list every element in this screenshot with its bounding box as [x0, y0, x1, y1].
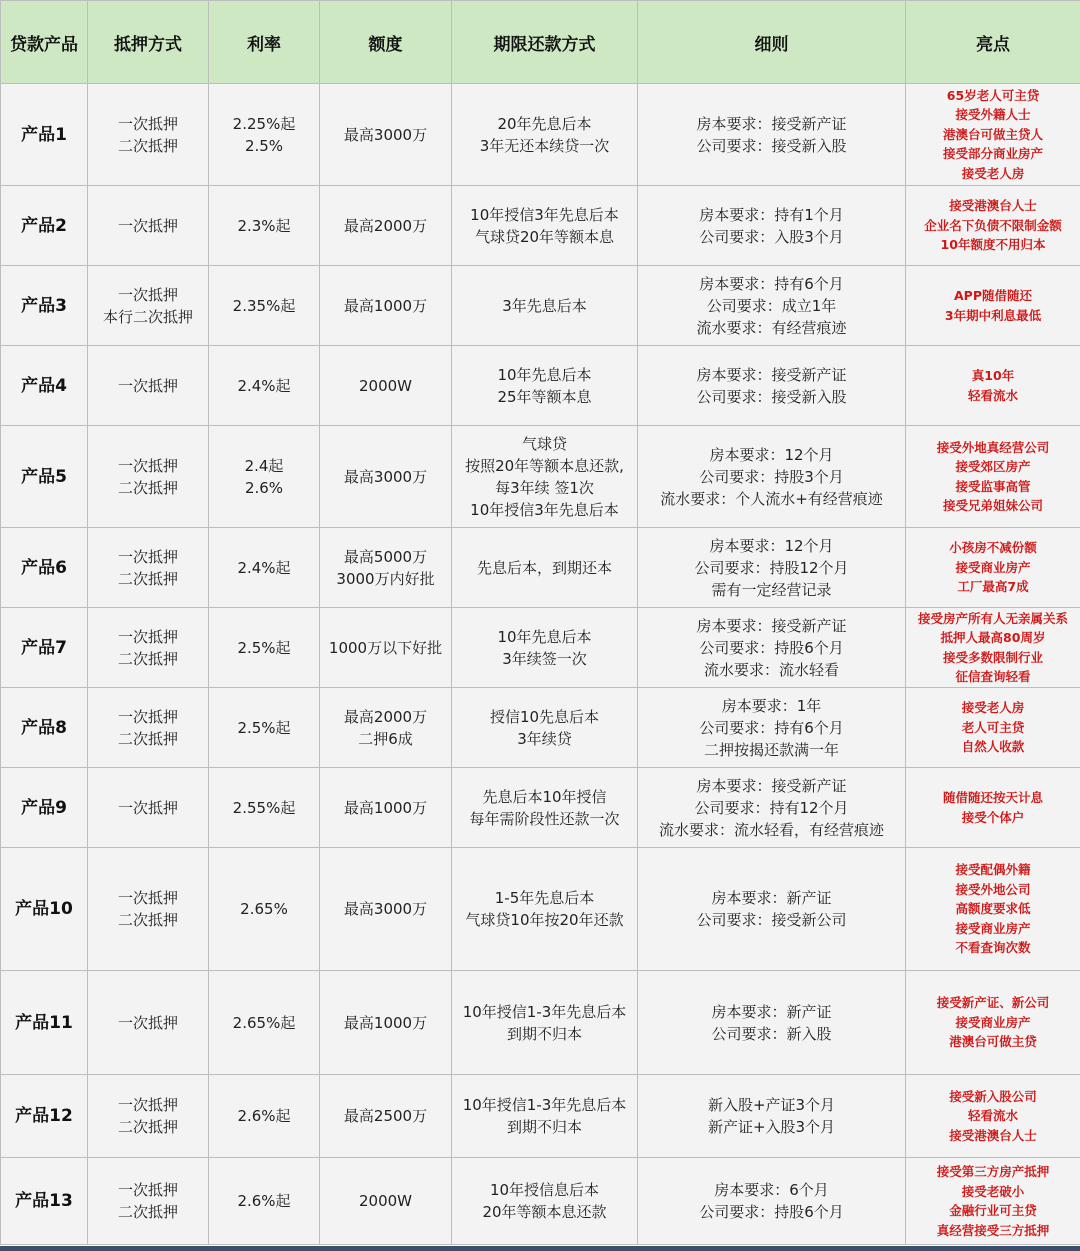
rate-line: 2.25%起 — [232, 114, 296, 133]
amount-line: 最高3000万 — [343, 125, 428, 144]
product-name-cell: 产品6 — [1, 528, 88, 608]
details-cell — [638, 971, 906, 1075]
term-line: 10年授信3年先息后本 — [470, 205, 619, 224]
details-line: 公司要求：接受新入股 — [696, 136, 847, 155]
term-cell — [452, 426, 638, 528]
highlights-line: 不看查询次数 — [955, 940, 1031, 956]
term-line: 气球贷20年等额本息 — [474, 227, 615, 246]
amount-line: 3000万内好批 — [336, 569, 435, 588]
rate-cell — [209, 848, 320, 971]
term-line: 3年无还本续贷一次 — [479, 136, 610, 155]
rate-cell — [209, 688, 320, 768]
details-line: 房本要求：持有1个月 — [699, 205, 844, 224]
mortgage-cell — [88, 84, 209, 186]
amount-cell — [320, 426, 452, 528]
rate-cell — [209, 426, 320, 528]
highlights-cell — [906, 426, 1080, 528]
highlights-line: 接受新入股公司 — [949, 1088, 1037, 1104]
amount-line: 2000W — [358, 1192, 412, 1210]
highlights-cell — [906, 608, 1080, 688]
highlights-line: 接受港澳台人士 — [949, 1127, 1037, 1143]
rate-line: 2.5%起 — [237, 718, 291, 737]
term-cell — [452, 608, 638, 688]
highlights-line: 抵押人最高80周岁 — [940, 630, 1046, 645]
product-name-cell: 产品8 — [1, 688, 88, 768]
mortgage-line: 二次抵押 — [117, 569, 178, 588]
term-line: 10年授信1-3年先息后本 — [462, 1002, 627, 1021]
details-cell — [638, 768, 906, 848]
mortgage-line: 本行二次抵押 — [102, 307, 193, 326]
highlights-line: 真10年 — [971, 368, 1015, 383]
rate-cell — [209, 1075, 320, 1158]
rate-line: 2.55%起 — [232, 798, 296, 817]
highlights-line: 港澳台可做主贷人 — [942, 126, 1043, 142]
header-term: 期限还款方式 — [452, 1, 638, 84]
term-cell — [452, 266, 638, 346]
term-cell — [452, 688, 638, 768]
term-cell — [452, 1158, 638, 1245]
details-line: 新产证+入股3个月 — [707, 1118, 836, 1136]
details-line: 流水要求：有经营痕迹 — [696, 318, 847, 337]
term-line: 10年授信息后本 — [489, 1181, 600, 1199]
highlights-line: 接受港澳台人士 — [949, 198, 1037, 214]
term-line: 10年先息后本 — [497, 627, 592, 646]
amount-cell — [320, 346, 452, 426]
details-line: 新入股+产证3个月 — [707, 1096, 836, 1114]
amount-line: 最高1000万 — [343, 296, 428, 315]
mortgage-cell — [88, 346, 209, 426]
highlights-line: 轻看流水 — [967, 387, 1018, 403]
highlights-line: 接受多数限制行业 — [942, 649, 1043, 665]
mortgage-cell — [88, 768, 209, 848]
term-cell — [452, 971, 638, 1075]
highlights-line: 征信查询轻看 — [955, 669, 1031, 684]
amount-cell — [320, 1075, 452, 1158]
highlights-line: 小孩房不减份额 — [949, 540, 1037, 556]
details-line: 房本要求：12个月 — [709, 445, 834, 464]
details-cell — [638, 266, 906, 346]
term-line: 每年需阶段性还款一次 — [469, 809, 620, 828]
term-line: 气球贷 — [521, 434, 567, 453]
highlights-cell — [906, 1158, 1080, 1245]
details-line: 房本要求：新产证 — [711, 1002, 832, 1021]
product-name-cell: 产品12 — [1, 1075, 88, 1158]
mortgage-cell — [88, 1075, 209, 1158]
amount-line: 最高1000万 — [343, 798, 428, 817]
term-cell — [452, 346, 638, 426]
term-line: 3年续签一次 — [502, 649, 587, 668]
details-line: 公司要求：持股6个月 — [699, 1203, 844, 1221]
highlights-line: 接受监事高管 — [955, 478, 1031, 494]
amount-cell — [320, 528, 452, 608]
term-line: 3年续贷 — [517, 729, 572, 748]
mortgage-line: 一次抵押 — [117, 456, 178, 475]
table-row — [1, 346, 1080, 426]
rate-cell — [209, 186, 320, 266]
term-line: 20年等额本息还款 — [482, 1203, 607, 1221]
amount-cell — [320, 971, 452, 1075]
product-name-cell: 产品2 — [1, 186, 88, 266]
amount-cell — [320, 688, 452, 768]
mortgage-cell — [88, 688, 209, 768]
table-row — [1, 768, 1080, 848]
highlights-line: 接受老人房 — [961, 165, 1025, 181]
highlights-line: 接受外地真经营公司 — [936, 439, 1050, 455]
term-cell — [452, 768, 638, 848]
rate-line: 2.65%起 — [232, 1013, 296, 1032]
details-line: 公司要求：持有6个月 — [699, 718, 844, 737]
mortgage-cell — [88, 426, 209, 528]
details-line: 房本要求：接受新产证 — [696, 114, 847, 133]
rate-line: 2.4%起 — [237, 376, 291, 395]
highlights-line: 高额度要求低 — [955, 901, 1031, 917]
term-line: 先息后本10年授信 — [482, 787, 607, 806]
header-highlights: 亮点 — [906, 1, 1080, 84]
table-row — [1, 971, 1080, 1075]
term-line: 授信10先息后本 — [489, 707, 600, 726]
product-name-cell: 产品9 — [1, 768, 88, 848]
details-cell — [638, 1158, 906, 1245]
highlights-line: 随借随还按天计息 — [942, 790, 1043, 805]
term-line: 到期不归本 — [506, 1118, 582, 1136]
highlights-cell — [906, 688, 1080, 768]
product-name-cell: 产品4 — [1, 346, 88, 426]
amount-cell — [320, 84, 452, 186]
mortgage-cell — [88, 608, 209, 688]
header-rate: 利率 — [209, 1, 320, 84]
mortgage-line: 二次抵押 — [117, 729, 178, 748]
term-line: 到期不归本 — [506, 1024, 582, 1043]
details-line: 需有一定经营记录 — [711, 580, 832, 599]
table-row — [1, 528, 1080, 608]
details-line: 公司要求：持有12个月 — [694, 798, 849, 817]
table-row — [1, 266, 1080, 346]
amount-cell — [320, 186, 452, 266]
bottom-bar — [0, 1246, 1080, 1251]
table-row — [1, 1075, 1080, 1158]
header-details: 细则 — [638, 1, 906, 84]
rate-cell — [209, 266, 320, 346]
rate-line: 2.3%起 — [237, 216, 291, 235]
details-line: 公司要求：接受新入股 — [696, 387, 847, 406]
mortgage-line: 一次抵押 — [117, 889, 178, 907]
details-line: 公司要求：新入股 — [711, 1024, 832, 1043]
mortgage-line: 二次抵押 — [117, 649, 178, 668]
table-row — [1, 608, 1080, 688]
term-line: 3年先息后本 — [502, 296, 587, 315]
details-line: 公司要求：持股12个月 — [694, 558, 849, 577]
details-line: 公司要求：入股3个月 — [699, 227, 844, 246]
details-line: 公司要求：持股6个月 — [699, 638, 844, 657]
details-line: 房本要求：接受新产证 — [696, 776, 847, 795]
term-line: 每3年续 签1次 — [495, 478, 594, 497]
mortgage-cell — [88, 848, 209, 971]
details-line: 房本要求：新产证 — [711, 889, 832, 907]
details-cell — [638, 608, 906, 688]
table-row — [1, 848, 1080, 971]
amount-line: 最高2500万 — [343, 1107, 428, 1125]
rate-line: 2.65% — [240, 900, 288, 918]
details-cell — [638, 1075, 906, 1158]
details-cell — [638, 84, 906, 186]
details-line: 公司要求：持股3个月 — [699, 467, 844, 486]
header-row — [1, 1, 1080, 84]
details-cell — [638, 848, 906, 971]
highlights-line: 接受外地公司 — [955, 881, 1031, 897]
product-name-cell: 产品11 — [1, 971, 88, 1075]
term-line: 1-5年先息后本 — [494, 889, 595, 907]
details-line: 房本要求：持有6个月 — [699, 274, 844, 293]
highlights-line: 轻看流水 — [967, 1108, 1018, 1124]
highlights-cell — [906, 768, 1080, 848]
table-row — [1, 84, 1080, 186]
mortgage-cell — [88, 266, 209, 346]
rate-line: 2.35%起 — [232, 296, 296, 315]
details-line: 流水要求：流水轻看，有经营痕迹 — [658, 820, 884, 839]
mortgage-line: 一次抵押 — [117, 707, 178, 726]
rate-line: 2.6% — [244, 478, 284, 497]
term-line: 按照20年等额本息还款, — [465, 456, 624, 475]
highlights-cell — [906, 346, 1080, 426]
mortgage-line: 二次抵押 — [117, 1203, 178, 1221]
highlights-line: 接受郊区房产 — [955, 459, 1031, 474]
mortgage-line: 一次抵押 — [117, 798, 178, 817]
rate-line: 2.5% — [244, 136, 284, 155]
highlights-cell — [906, 186, 1080, 266]
details-line: 流水要求：个人流水+有经营痕迹 — [660, 489, 883, 508]
details-cell — [638, 186, 906, 266]
details-cell — [638, 346, 906, 426]
product-name-cell: 产品3 — [1, 266, 88, 346]
amount-line: 最高3000万 — [343, 467, 428, 486]
amount-line: 最高3000万 — [343, 900, 428, 918]
term-cell — [452, 1075, 638, 1158]
highlights-line: 接受部分商业房产 — [942, 146, 1043, 162]
product-name-cell: 产品10 — [1, 848, 88, 971]
mortgage-line: 一次抵押 — [117, 114, 178, 133]
details-line: 房本要求：接受新产证 — [696, 365, 847, 384]
highlights-cell — [906, 1075, 1080, 1158]
details-line: 房本要求：1年 — [721, 696, 822, 715]
amount-line: 2000W — [358, 376, 412, 395]
amount-line: 最高5000万 — [343, 547, 428, 566]
highlights-line: 企业名下负债不限制金额 — [924, 217, 1062, 233]
details-line: 流水要求：流水轻看 — [703, 660, 839, 679]
highlights-cell — [906, 528, 1080, 608]
header-amount: 额度 — [320, 1, 452, 84]
rate-cell — [209, 1158, 320, 1245]
amount-cell — [320, 848, 452, 971]
rate-cell — [209, 768, 320, 848]
mortgage-cell — [88, 971, 209, 1075]
details-cell — [638, 528, 906, 608]
amount-cell — [320, 1158, 452, 1245]
rate-line: 2.6%起 — [237, 1107, 291, 1125]
highlights-cell — [906, 848, 1080, 971]
mortgage-line: 一次抵押 — [117, 1096, 178, 1114]
rate-cell — [209, 971, 320, 1075]
highlights-line: 接受商业房产 — [955, 1014, 1031, 1030]
header-mortgage: 抵押方式 — [88, 1, 209, 84]
mortgage-line: 一次抵押 — [117, 216, 178, 235]
highlights-line: APP随借随还 — [954, 288, 1032, 303]
highlights-line: 接受外籍人士 — [955, 107, 1031, 123]
rate-line: 2.4起 — [244, 456, 284, 475]
highlights-line: 真经营接受三方抵押 — [936, 1222, 1050, 1238]
rate-cell — [209, 608, 320, 688]
rate-line: 2.6%起 — [237, 1192, 291, 1210]
highlights-line: 接受老破小 — [961, 1183, 1025, 1199]
details-line: 房本要求：6个月 — [714, 1181, 829, 1199]
highlights-line: 10年额度不用归本 — [940, 237, 1046, 253]
highlights-line: 接受新产证、新公司 — [936, 995, 1050, 1011]
details-line: 房本要求：12个月 — [709, 536, 834, 555]
term-line: 10年授信3年先息后本 — [470, 500, 619, 519]
amount-line: 1000万以下好批 — [328, 638, 443, 657]
table-row — [1, 688, 1080, 768]
mortgage-cell — [88, 528, 209, 608]
highlights-line: 接受兄弟姐妹公司 — [942, 498, 1043, 513]
mortgage-line: 一次抵押 — [117, 547, 178, 566]
rate-line: 2.5%起 — [237, 638, 291, 657]
mortgage-line: 一次抵押 — [117, 627, 178, 646]
product-name-cell: 产品13 — [1, 1158, 88, 1245]
mortgage-line: 一次抵押 — [117, 1181, 178, 1199]
mortgage-cell — [88, 1158, 209, 1245]
highlights-line: 接受第三方房产抵押 — [936, 1164, 1050, 1179]
highlights-line: 接受个体户 — [961, 809, 1025, 825]
mortgage-line: 二次抵押 — [117, 911, 178, 929]
highlights-line: 港澳台可做主贷 — [949, 1034, 1037, 1050]
amount-line: 最高2000万 — [343, 216, 428, 235]
details-line: 公司要求：成立1年 — [706, 296, 837, 315]
table-row — [1, 186, 1080, 266]
details-line: 二押按揭还款满一年 — [703, 740, 839, 759]
term-line: 20年先息后本 — [497, 114, 592, 133]
amount-line: 最高1000万 — [343, 1013, 428, 1032]
product-name-cell: 产品1 — [1, 84, 88, 186]
highlights-line: 接受商业房产 — [955, 559, 1031, 575]
table-row — [1, 426, 1080, 528]
mortgage-line: 二次抵押 — [117, 1118, 178, 1136]
rate-cell — [209, 528, 320, 608]
mortgage-line: 二次抵押 — [117, 136, 178, 155]
mortgage-line: 一次抵押 — [117, 376, 178, 395]
rate-line: 2.4%起 — [237, 558, 291, 577]
highlights-line: 接受配偶外籍 — [955, 862, 1031, 878]
term-cell — [452, 848, 638, 971]
mortgage-cell — [88, 186, 209, 266]
product-name-cell: 产品7 — [1, 608, 88, 688]
details-line: 房本要求：接受新产证 — [696, 616, 847, 635]
amount-cell — [320, 768, 452, 848]
mortgage-line: 一次抵押 — [117, 1013, 178, 1032]
details-cell — [638, 426, 906, 528]
amount-cell — [320, 608, 452, 688]
term-line: 气球贷10年按20年还款 — [465, 911, 624, 929]
term-line: 10年授信1-3年先息后本 — [462, 1096, 627, 1114]
highlights-line: 自然人收款 — [961, 739, 1025, 755]
amount-cell — [320, 266, 452, 346]
highlights-cell — [906, 266, 1080, 346]
mortgage-line: 一次抵押 — [117, 285, 178, 304]
term-cell — [452, 84, 638, 186]
table-body — [1, 84, 1080, 1245]
term-line: 10年先息后本 — [497, 365, 592, 384]
highlights-line: 接受房产所有人无亲属关系 — [917, 610, 1068, 626]
table-row — [1, 1158, 1080, 1245]
highlights-line: 65岁老人可主贷 — [946, 87, 1040, 103]
highlights-line: 工厂最高7成 — [957, 579, 1029, 595]
term-cell — [452, 186, 638, 266]
highlights-line: 接受老人房 — [961, 700, 1025, 716]
highlights-line: 金融行业可主贷 — [949, 1203, 1037, 1218]
mortgage-line: 二次抵押 — [117, 478, 178, 497]
details-cell — [638, 688, 906, 768]
amount-line: 最高2000万 — [343, 707, 428, 726]
highlights-cell — [906, 971, 1080, 1075]
rate-cell — [209, 84, 320, 186]
highlights-line: 老人可主贷 — [961, 719, 1025, 735]
term-cell — [452, 528, 638, 608]
details-line: 公司要求：接受新公司 — [696, 911, 847, 929]
product-name-cell: 产品5 — [1, 426, 88, 528]
header-product: 贷款产品 — [1, 1, 88, 84]
term-line: 先息后本，到期还本 — [476, 558, 612, 577]
term-line: 25年等额本息 — [497, 387, 592, 406]
highlights-line: 接受商业房产 — [955, 920, 1031, 936]
highlights-cell — [906, 84, 1080, 186]
amount-line: 二押6成 — [358, 729, 413, 748]
highlights-line: 3年期中利息最低 — [944, 307, 1042, 323]
rate-cell — [209, 346, 320, 426]
